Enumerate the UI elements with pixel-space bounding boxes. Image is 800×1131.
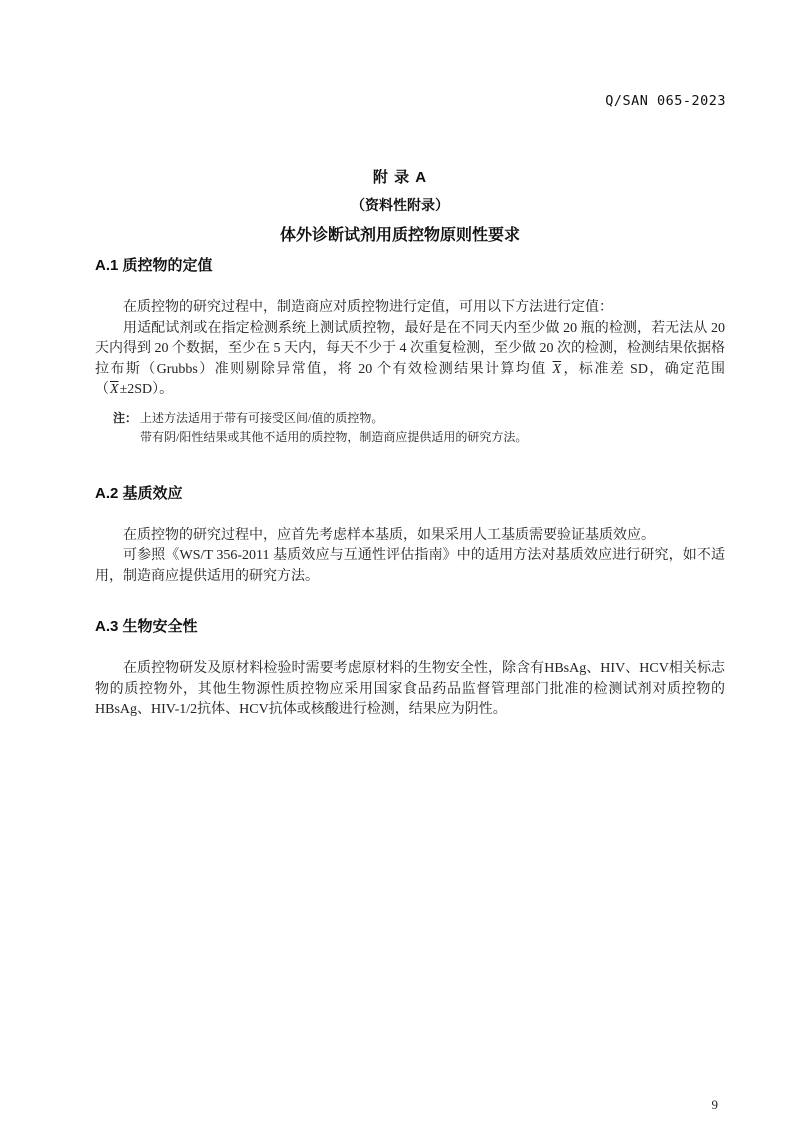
paragraph-a2-intro: 在质控物的研究过程中，应首先考虑样本基质，如果采用人工基质需要验证基质效应。 <box>123 527 655 543</box>
xbar-mean-symbol: $\overline{X}$ <box>552 361 562 377</box>
section-heading-a2: A.2 基质效应 <box>95 484 183 502</box>
note-text-2: 带有阴/阳性结果或其他不适用的质控物，制造商应提供适用的研究方法。 <box>140 430 528 444</box>
note-label: 注： <box>113 410 138 425</box>
doc-number: Q/SAN 065-2023 <box>605 93 726 109</box>
xbar-mean-symbol: $\overline{X}$ <box>110 382 119 397</box>
appendix-title-line: 附 录 A <box>372 169 428 186</box>
note-line <box>113 409 725 429</box>
note-block <box>95 409 725 448</box>
paragraph-a1-method-text-a: 用适配试剂或在指定检测系统上测试质控物，最好是在不同天内至少做 20 瓶的检测，若无法从 20 天内得到 20 个数据，至少在 5 天内，每天不少于 4 次重复检测，至少做 20 次的检测，检测结果依据格拉布斯（Grubbs）准则剔除异常值，将 20 个有效检测结果计算均值 <box>95 320 725 377</box>
note-text-1: 上述方法适用于带有可接受区间/值的质控物。 <box>140 410 384 425</box>
document-body <box>95 250 725 721</box>
paragraph-a3-biosafety: 在质控物研发及原材料检验时需要考虑原材料的生物安全性，除含有HBsAg、HIV、HCV相关标志物的质控物外，其他生物源性质控物应采用国家食品药品监督管理部门批准的检测试剂对质控物的HBsAg、HIV-1/2抗体、HCV抗体或核酸进行检测，结果应为阴性。 <box>95 661 725 717</box>
appendix-heading: 体外诊断试剂用质控物原则性要求 <box>279 227 520 244</box>
page-number: 9 <box>711 1097 718 1112</box>
paragraph-a1-method-text-c: ±2SD）。 <box>119 382 174 397</box>
paragraph-a2-reference: 可参照《WS/T 356-2011 基质效应与互通性评估指南》中的适用方法对基质效应进行研究，如不适用，制造商应提供适用的研究方法。 <box>95 548 725 584</box>
section-heading-a3: A.3 生物安全性 <box>95 618 198 635</box>
paragraph-a1-method-text-b: ，标准差 SD，确定范围（ <box>95 361 725 397</box>
appendix-title <box>0 166 800 245</box>
paragraph-a1-intro: 在质控物的研究过程中，制造商应对质控物进行定值，可用以下方法进行定值： <box>123 300 613 315</box>
paragraph-a1-method <box>95 319 725 401</box>
section-heading-a1: A.1 质控物的定值 <box>95 257 213 274</box>
appendix-subtitle: （资料性附录） <box>351 197 449 213</box>
